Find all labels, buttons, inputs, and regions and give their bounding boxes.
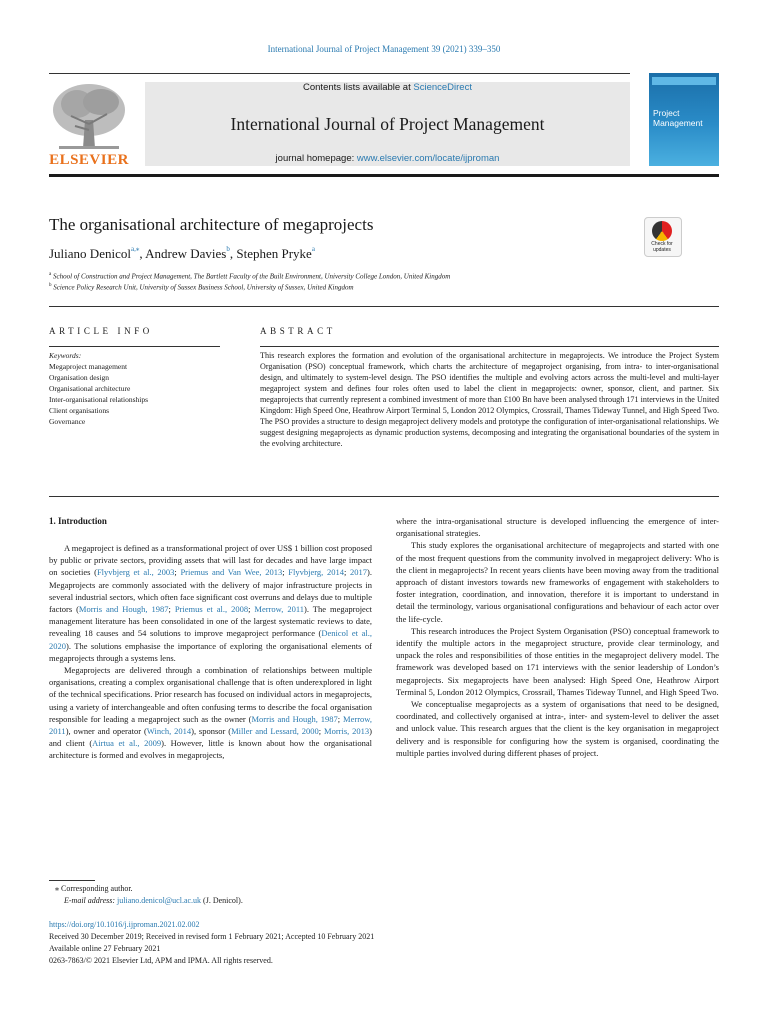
- body-text: This research introduces the Project System Organisation (PSO) conceptual framework to identify the multiple actors in the megaproject structure, provide clear terminology, and unpack the roles and responsibilities of those entities in the megaproject delivery model. The framework was developed based on 171 interviews with the senior leadership of London’s megaprojects. Six megaprojects have been analysed: High Speed One, Heathrow Airport Terminal 5, London 2012 Olympics, Crossrail, Thames Tideway Tunnel, and High Speed Two.: [396, 625, 719, 697]
- body-text: We conceptualise megaprojects as a system of organisations that need to be designed, coordinated, and collectively organised at intra-, inter- and system-level to deliver the asset and unlock value. This research argues that the client is the key organisation in megaproject delivery and is responsible for configuring how the system is organised, coordinating the multiple parties involved during different phases of project.: [396, 699, 719, 758]
- reference-link[interactable]: Morris and Hough, 1987: [78, 604, 169, 615]
- author-email-link[interactable]: juliano.denicol@ucl.ac.uk: [117, 896, 202, 905]
- body-text: ). Megaprojects are commonly associated with the delivery of major infrastructure projects in several industrial sectors, which often face significant cost overruns and delays due to multiple factors (: [49, 567, 372, 615]
- check-for-updates-icon: [652, 221, 672, 241]
- body-column-right: [396, 515, 719, 759]
- article-info-heading: ARTICLE INFO: [49, 326, 153, 336]
- body-text: This study explores the organisational architecture of megaprojects and started with one of the most frequent questions from the community involved in megaproject delivery: Who is the client in megaprojects? In recent years clients have been moving away from the traditional approach of distant investors towards new frameworks of engagement with stakeholders to foster integration, coordination, and innovation, therefore it is important to understand in detail the terminology, various organisational configurations and behaviour of each actor over the life-cycle.: [396, 540, 719, 624]
- corresponding-footnote: [55, 884, 133, 893]
- body-text: ;: [174, 567, 181, 578]
- email-footnote: [64, 896, 243, 905]
- reference-link[interactable]: Airtua et al., 2009: [92, 738, 162, 749]
- author-separator: ,: [229, 246, 237, 261]
- header-thick-rule: [49, 174, 719, 177]
- keyword: Organisation design: [49, 373, 110, 382]
- doi-link[interactable]: https://doi.org/10.1016/j.ijproman.2021.02.002: [49, 920, 200, 929]
- keyword: Client organisations: [49, 406, 110, 415]
- abstract-heading: ABSTRACT: [260, 326, 336, 336]
- keyword: Inter-organisational relationships: [49, 395, 149, 404]
- affiliation: [49, 272, 450, 280]
- reference-link[interactable]: 2017: [350, 567, 368, 578]
- body-paragraph: [49, 664, 372, 762]
- body-paragraph: [396, 698, 719, 759]
- body-text: ), sponsor (: [191, 726, 232, 737]
- body-paragraph: [49, 542, 372, 664]
- body-column-left: [49, 542, 372, 762]
- author-name[interactable]: Stephen Pryke: [236, 246, 312, 261]
- article-title: The organisational architecture of megaprojects: [49, 215, 374, 234]
- contents-line: [145, 82, 630, 93]
- keywords-label: Keywords:: [49, 351, 82, 360]
- body-text: ). However, little is known about how the organisational architecture is formed and evolves in megaprojects,: [49, 738, 372, 761]
- check-for-updates-label: [644, 241, 680, 253]
- reference-link[interactable]: Merrow, 2011: [254, 604, 305, 615]
- author-name[interactable]: Juliano Denicol: [49, 246, 131, 261]
- keyword: Megaproject management: [49, 362, 128, 371]
- journal-title: International Journal of Project Management: [230, 114, 545, 134]
- affiliation-text: Science Policy Research Unit, University of Sussex Business School, University of Sussex, United Kingdom: [53, 283, 354, 292]
- abstract-rule: [260, 346, 719, 347]
- email-suffix: (J. Denicol).: [201, 896, 243, 905]
- footnote-marker: ⁎: [55, 884, 59, 893]
- reference-link[interactable]: Flyvbjerg et al., 2003: [96, 567, 175, 578]
- reference-link[interactable]: Priemus and Van Wee, 2013: [180, 567, 283, 578]
- affiliation: [49, 283, 354, 291]
- homepage-link[interactable]: www.elsevier.com/locate/ijproman: [356, 153, 500, 164]
- badge-line1: Check for: [651, 241, 673, 247]
- publisher-wordmark: ELSEVIER: [49, 152, 129, 168]
- body-text: ;: [248, 604, 255, 615]
- reference-link[interactable]: Flyvbjerg, 2014: [288, 567, 344, 578]
- available-online: Available online 27 February 2021: [49, 944, 161, 953]
- keyword: Governance: [49, 417, 86, 426]
- abstract-end-rule: [49, 496, 719, 497]
- badge-line2: updates: [653, 247, 671, 253]
- corresponding-label: Corresponding author.: [61, 884, 133, 893]
- article-info-rule: [49, 346, 220, 347]
- cover-title: [653, 108, 717, 128]
- cover-band: [652, 77, 716, 85]
- keyword: Organisational architecture: [49, 384, 131, 393]
- body-text: ). The megaproject management literature has been consolidated in one of the largest systematic reviews to date, revealing 18 causes and 54 solutions to improve megaproject performance (: [49, 604, 372, 639]
- reference-link[interactable]: Morris, 2013: [324, 726, 370, 737]
- cover-title-line2: Management: [653, 118, 703, 128]
- keyword-list: [49, 361, 148, 427]
- author-affiliation-marker[interactable]: a,⁎: [130, 245, 140, 253]
- body-text: where the intra-organisational structure is developed influencing the emergence of inter-organisational strategies.: [396, 516, 719, 539]
- body-text: ). The solutions emphasise the importance of exploring the organisational elements of megaprojects through a systems lens.: [49, 640, 372, 663]
- sciencedirect-link[interactable]: ScienceDirect: [413, 82, 472, 93]
- section-heading: 1. Introduction: [49, 516, 107, 526]
- affiliation-marker: b: [49, 283, 52, 288]
- body-paragraph: [396, 515, 719, 539]
- body-text: ;: [337, 713, 344, 724]
- body-text: Megaprojects are delivered through a combination of relationships between multiple organisations, creating a complex organisational challenge that is often underexplored in light of the technical specifications. Prior research has focused on individual actors in megaprojects, using a variety of interchangeable and often confusing terms to describe the focal organisation responsible for leading a megaproject such as the owner (: [49, 665, 372, 724]
- reference-link[interactable]: Winch, 2014: [146, 726, 192, 737]
- affiliation-text: School of Construction and Project Management, The Bartlett Faculty of the Built Environment, University College London, United Kingdom: [52, 272, 451, 281]
- author-name[interactable]: Andrew Davies: [145, 246, 227, 261]
- author-separator: ,: [139, 246, 146, 261]
- homepage-prefix: journal homepage:: [275, 153, 357, 164]
- author-list: [49, 246, 315, 262]
- journal-citation-link[interactable]: International Journal of Project Management 39 (2021) 339–350: [267, 44, 501, 54]
- reference-link[interactable]: Priemus et al., 2008: [174, 604, 249, 615]
- title-block-rule: [49, 306, 719, 307]
- cover-title-line1: Project: [653, 108, 680, 118]
- reference-link[interactable]: Miller and Lessard, 2000: [231, 726, 319, 737]
- body-paragraph: [396, 539, 719, 624]
- reference-link[interactable]: Denicol et al., 2020: [49, 628, 372, 651]
- affiliation-marker: a: [49, 272, 52, 277]
- body-text: ) and client (: [49, 726, 372, 749]
- body-text: A megaproject is defined as a transformational project of over US$ 1 billion cost proposed by public or private sectors, providing assets that will last for decades and have large impact on societies (: [49, 543, 372, 578]
- body-text: ), owner and operator (: [65, 726, 147, 737]
- journal-homepage: [145, 153, 630, 164]
- reference-link[interactable]: Morris and Hough, 1987: [251, 713, 338, 724]
- body-text: ;: [343, 567, 351, 578]
- footnote-rule: [49, 880, 95, 881]
- contents-prefix: Contents lists available at: [303, 82, 414, 93]
- reference-link[interactable]: Merrow, 2011: [49, 713, 372, 737]
- author-affiliation-marker[interactable]: b: [226, 245, 230, 253]
- header-rule: [49, 73, 630, 74]
- copyright-line: 0263-7863/© 2021 Elsevier Ltd, APM and IPMA. All rights reserved.: [49, 956, 273, 965]
- received-dates: Received 30 December 2019; Received in revised form 1 February 2021; Accepted 10 February 2021: [49, 932, 375, 941]
- body-text: ;: [282, 567, 289, 578]
- body-paragraph: [396, 625, 719, 698]
- email-label: E-mail address:: [64, 896, 118, 905]
- body-text: ;: [168, 604, 175, 615]
- author-affiliation-marker[interactable]: a: [311, 245, 315, 253]
- body-text: ;: [318, 726, 325, 737]
- abstract-text: This research explores the formation and evolution of the organisational architecture in megaprojects. We introduce the Project System Organisation (PSO) conceptual framework, which charts the architecture of megaproject organising, from intra- to inter-organisational design, and ultimately to system-level design. The PSO identifies the multiple and evolving actors across the multi-level and multi-layer megaproject system and defines four roles often used to label the client in megaprojects: owner, sponsor, client, and partner. Six megaprojects that currently represent a combined investment of more than £100 Bn have been analysed through 171 interviews in the United Kingdom: High Speed One, Heathrow Airport Terminal 5, London 2012 Olympics, Crossrail, Thames Tideway Tunnel, and High Speed Two. The PSO provides a structure to design megaproject delivery models and prototype the configuration of inter-organisational relationships. We suggest designing megaprojects as dynamic production systems, decomposing and integrating the organisational boundaries of the system in the evolving architecture.: [260, 351, 719, 448]
